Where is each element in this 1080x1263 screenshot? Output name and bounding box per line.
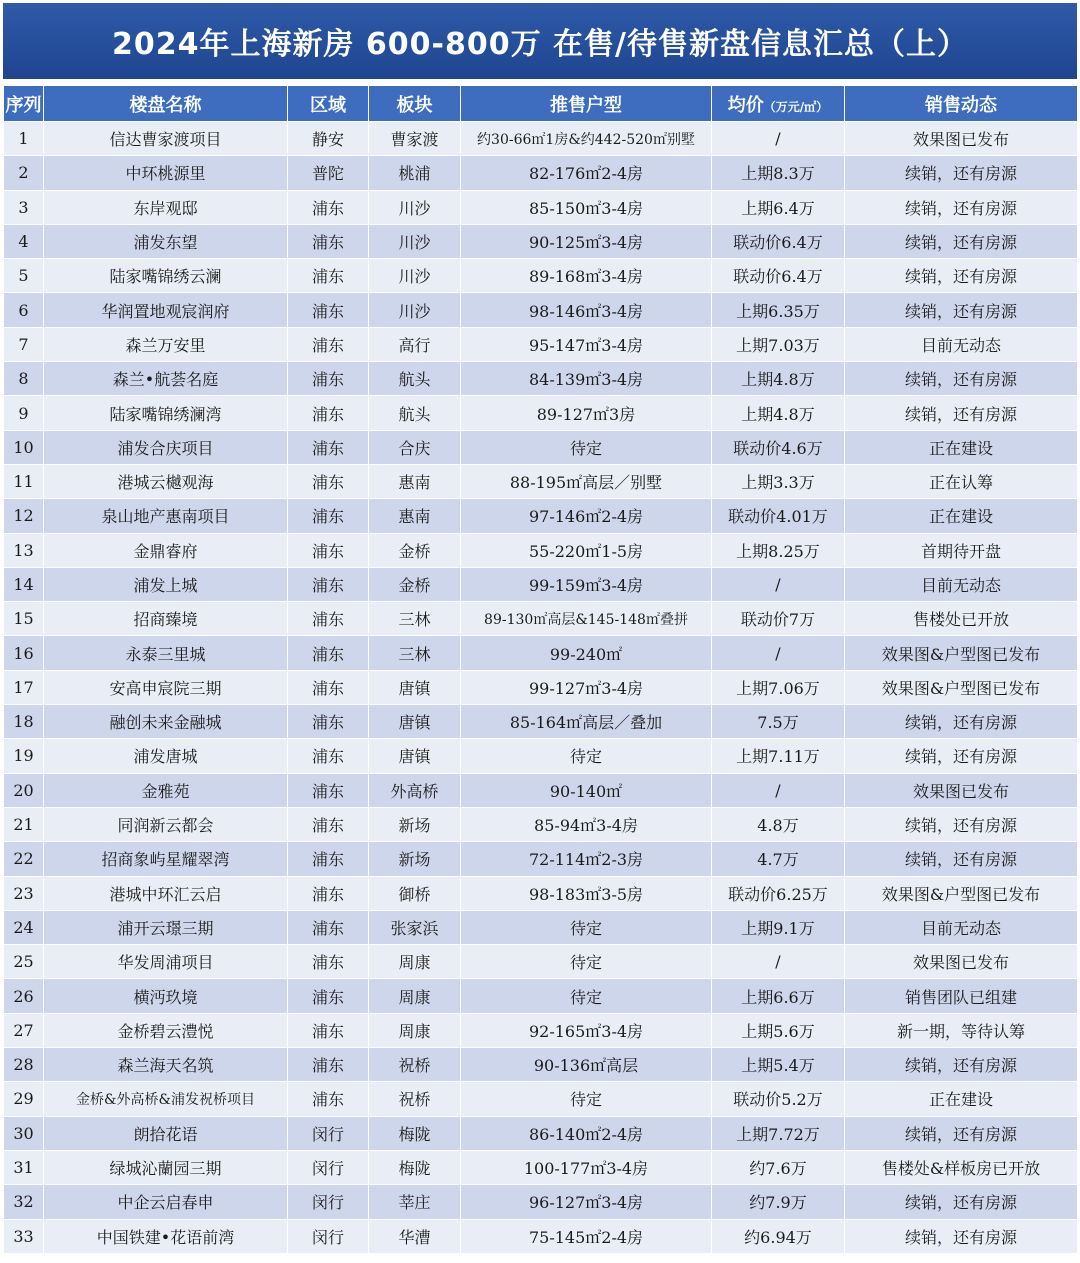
- cell-index: 17: [4, 670, 44, 704]
- cell-status: 续销，还有房源: [845, 156, 1078, 190]
- cell-unit-type: 89-130㎡高层&145-148㎡叠拼: [461, 602, 712, 636]
- cell-price: 约7.9万: [712, 1185, 845, 1219]
- cell-district: 浦东: [288, 1048, 369, 1082]
- table-row: [4, 190, 1078, 224]
- table-body: [4, 122, 1078, 1254]
- cell-status: 续销，还有房源: [845, 259, 1078, 293]
- cell-price: 上期5.4万: [712, 1048, 845, 1082]
- cell-block: 祝桥: [369, 1082, 461, 1116]
- cell-index: 14: [4, 567, 44, 601]
- cell-block: 新场: [369, 842, 461, 876]
- cell-unit-type: 89-168㎡3-4房: [461, 259, 712, 293]
- cell-index: 8: [4, 362, 44, 396]
- cell-unit-type: 92-165㎡3-4房: [461, 1013, 712, 1047]
- cell-price: 上期7.06万: [712, 670, 845, 704]
- header-price-label: 均价: [727, 94, 764, 116]
- cell-index: 20: [4, 773, 44, 807]
- cell-block: 周康: [369, 979, 461, 1013]
- table-row: [4, 224, 1078, 258]
- table-row: [4, 1219, 1078, 1253]
- cell-name: 浦发东望: [44, 224, 288, 258]
- cell-block: 御桥: [369, 876, 461, 910]
- header-index: 序列: [4, 86, 44, 122]
- cell-district: 浦东: [288, 910, 369, 944]
- cell-name: 泉山地产惠南项目: [44, 499, 288, 533]
- cell-unit-type: 待定: [461, 739, 712, 773]
- cell-block: 梅陇: [369, 1116, 461, 1150]
- cell-price: 联动价6.25万: [712, 876, 845, 910]
- cell-unit-type: 75-145㎡2-4房: [461, 1219, 712, 1253]
- table-row: [4, 979, 1078, 1013]
- cell-index: 27: [4, 1013, 44, 1047]
- cell-price: 上期8.3万: [712, 156, 845, 190]
- cell-name: 信达曹家渡项目: [44, 122, 288, 156]
- table-row: [4, 842, 1078, 876]
- cell-block: 曹家渡: [369, 122, 461, 156]
- cell-unit-type: 96-127㎡3-4房: [461, 1185, 712, 1219]
- cell-unit-type: 待定: [461, 1082, 712, 1116]
- cell-index: 24: [4, 910, 44, 944]
- cell-status: 效果图已发布: [845, 773, 1078, 807]
- cell-district: 浦东: [288, 1013, 369, 1047]
- cell-price: 上期6.6万: [712, 979, 845, 1013]
- cell-status: 目前无动态: [845, 327, 1078, 361]
- table-row: [4, 464, 1078, 498]
- cell-index: 15: [4, 602, 44, 636]
- cell-index: 11: [4, 464, 44, 498]
- cell-unit-type: 99-159㎡3-4房: [461, 567, 712, 601]
- cell-index: 23: [4, 876, 44, 910]
- cell-price: 联动价5.2万: [712, 1082, 845, 1116]
- table-row: [4, 327, 1078, 361]
- cell-name: 朗拾花语: [44, 1116, 288, 1150]
- table-row: [4, 362, 1078, 396]
- cell-status: 续销，还有房源: [845, 1219, 1078, 1253]
- cell-status: 续销，还有房源: [845, 396, 1078, 430]
- cell-block: 新场: [369, 807, 461, 841]
- cell-name: 金鼎睿府: [44, 533, 288, 567]
- header-unit-type: 推售户型: [461, 86, 712, 122]
- cell-name: 森兰海天名筑: [44, 1048, 288, 1082]
- listing-table: [3, 85, 1078, 1254]
- cell-district: 浦东: [288, 876, 369, 910]
- cell-name: 融创未来金融城: [44, 705, 288, 739]
- cell-unit-type: 86-140㎡2-4房: [461, 1116, 712, 1150]
- cell-index: 9: [4, 396, 44, 430]
- cell-price: 联动价4.6万: [712, 430, 845, 464]
- cell-index: 12: [4, 499, 44, 533]
- cell-index: 16: [4, 636, 44, 670]
- cell-status: 效果图&户型图已发布: [845, 670, 1078, 704]
- cell-price: 上期6.35万: [712, 293, 845, 327]
- cell-price: 上期3.3万: [712, 464, 845, 498]
- cell-price: 上期7.11万: [712, 739, 845, 773]
- cell-block: 川沙: [369, 293, 461, 327]
- cell-district: 浦东: [288, 705, 369, 739]
- cell-name: 安高申宸院三期: [44, 670, 288, 704]
- cell-status: 效果图&户型图已发布: [845, 636, 1078, 670]
- cell-status: 正在建设: [845, 430, 1078, 464]
- cell-unit-type: 95-147㎡3-4房: [461, 327, 712, 361]
- table-row: [4, 1082, 1078, 1116]
- cell-district: 浦东: [288, 327, 369, 361]
- cell-name: 浦发唐城: [44, 739, 288, 773]
- cell-index: 25: [4, 945, 44, 979]
- cell-block: 唐镇: [369, 705, 461, 739]
- cell-status: 正在认筹: [845, 464, 1078, 498]
- cell-block: 梅陇: [369, 1150, 461, 1184]
- cell-district: 浦东: [288, 293, 369, 327]
- cell-block: 周康: [369, 945, 461, 979]
- cell-name: 横沔玖境: [44, 979, 288, 1013]
- cell-district: 浦东: [288, 362, 369, 396]
- cell-district: 浦东: [288, 739, 369, 773]
- cell-name: 金桥碧云澧悦: [44, 1013, 288, 1047]
- cell-price: 上期7.72万: [712, 1116, 845, 1150]
- cell-block: 祝桥: [369, 1048, 461, 1082]
- cell-name: 浦发上城: [44, 567, 288, 601]
- cell-district: 浦东: [288, 807, 369, 841]
- cell-unit-type: 90-136㎡高层: [461, 1048, 712, 1082]
- cell-status: 续销，还有房源: [845, 1185, 1078, 1219]
- table-row: [4, 773, 1078, 807]
- cell-status: 续销，还有房源: [845, 807, 1078, 841]
- table-row: [4, 807, 1078, 841]
- cell-index: 29: [4, 1082, 44, 1116]
- cell-name: 浦发合庆项目: [44, 430, 288, 464]
- cell-unit-type: 待定: [461, 910, 712, 944]
- cell-status: 效果图已发布: [845, 945, 1078, 979]
- cell-name: 港城云樾观海: [44, 464, 288, 498]
- cell-block: 川沙: [369, 190, 461, 224]
- cell-index: 19: [4, 739, 44, 773]
- cell-district: 浦东: [288, 602, 369, 636]
- cell-name: 招商臻境: [44, 602, 288, 636]
- cell-name: 中国铁建•花语前湾: [44, 1219, 288, 1253]
- cell-district: 浦东: [288, 396, 369, 430]
- cell-unit-type: 约30-66㎡1房&约442-520㎡别墅: [461, 122, 712, 156]
- cell-status: 续销，还有房源: [845, 1116, 1078, 1150]
- cell-status: 续销，还有房源: [845, 1048, 1078, 1082]
- table-row: [4, 945, 1078, 979]
- table-row: [4, 876, 1078, 910]
- cell-unit-type: 待定: [461, 945, 712, 979]
- cell-price: /: [712, 773, 845, 807]
- cell-block: 桃浦: [369, 156, 461, 190]
- cell-index: 22: [4, 842, 44, 876]
- table-row: [4, 259, 1078, 293]
- table-row: [4, 533, 1078, 567]
- cell-index: 32: [4, 1185, 44, 1219]
- cell-unit-type: 98-146㎡3-4房: [461, 293, 712, 327]
- cell-index: 7: [4, 327, 44, 361]
- cell-price: /: [712, 945, 845, 979]
- cell-index: 31: [4, 1150, 44, 1184]
- cell-block: 唐镇: [369, 739, 461, 773]
- cell-price: /: [712, 122, 845, 156]
- cell-name: 招商象屿星耀翠湾: [44, 842, 288, 876]
- cell-price: 4.7万: [712, 842, 845, 876]
- cell-unit-type: 90-125㎡3-4房: [461, 224, 712, 258]
- cell-price: /: [712, 567, 845, 601]
- cell-price: 联动价4.01万: [712, 499, 845, 533]
- cell-district: 浦东: [288, 430, 369, 464]
- cell-status: 续销，还有房源: [845, 224, 1078, 258]
- page-title: 2024年上海新房 600-800万 在售/待售新盘信息汇总（上）: [3, 3, 1077, 79]
- cell-status: 正在建设: [845, 499, 1078, 533]
- cell-status: 目前无动态: [845, 567, 1078, 601]
- cell-block: 周康: [369, 1013, 461, 1047]
- cell-index: 3: [4, 190, 44, 224]
- header-price-unit: （万元/㎡）: [763, 99, 829, 114]
- cell-status: 新一期，等待认筹: [845, 1013, 1078, 1047]
- cell-block: 外高桥: [369, 773, 461, 807]
- cell-price: 联动价7万: [712, 602, 845, 636]
- cell-block: 华漕: [369, 1219, 461, 1253]
- cell-district: 浦东: [288, 224, 369, 258]
- cell-name: 金桥&外高桥&浦发祝桥项目: [44, 1082, 288, 1116]
- cell-unit-type: 85-150㎡3-4房: [461, 190, 712, 224]
- cell-unit-type: 72-114㎡2-3房: [461, 842, 712, 876]
- cell-block: 莘庄: [369, 1185, 461, 1219]
- cell-price: 上期9.1万: [712, 910, 845, 944]
- cell-status: 续销，还有房源: [845, 190, 1078, 224]
- cell-index: 10: [4, 430, 44, 464]
- table-row: [4, 293, 1078, 327]
- cell-unit-type: 待定: [461, 979, 712, 1013]
- cell-status: 续销，还有房源: [845, 739, 1078, 773]
- cell-status: 首期待开盘: [845, 533, 1078, 567]
- cell-status: 续销，还有房源: [845, 293, 1078, 327]
- cell-block: 三林: [369, 602, 461, 636]
- cell-district: 静安: [288, 122, 369, 156]
- cell-unit-type: 90-140㎡: [461, 773, 712, 807]
- cell-index: 26: [4, 979, 44, 1013]
- cell-index: 28: [4, 1048, 44, 1082]
- table-row: [4, 1185, 1078, 1219]
- cell-name: 绿城沁蘭园三期: [44, 1150, 288, 1184]
- cell-price: 约6.94万: [712, 1219, 845, 1253]
- cell-block: 三林: [369, 636, 461, 670]
- cell-price: 上期8.25万: [712, 533, 845, 567]
- cell-district: 浦东: [288, 464, 369, 498]
- table-row: [4, 739, 1078, 773]
- cell-name: 浦开云璟三期: [44, 910, 288, 944]
- cell-status: 售楼处已开放: [845, 602, 1078, 636]
- cell-index: 21: [4, 807, 44, 841]
- cell-index: 6: [4, 293, 44, 327]
- cell-price: 约7.6万: [712, 1150, 845, 1184]
- cell-name: 森兰万安里: [44, 327, 288, 361]
- cell-status: 效果图已发布: [845, 122, 1078, 156]
- table-row: [4, 1013, 1078, 1047]
- table-row: [4, 910, 1078, 944]
- cell-unit-type: 85-164㎡高层／叠加: [461, 705, 712, 739]
- cell-district: 浦东: [288, 636, 369, 670]
- cell-district: 闵行: [288, 1185, 369, 1219]
- cell-district: 闵行: [288, 1150, 369, 1184]
- cell-index: 2: [4, 156, 44, 190]
- cell-index: 13: [4, 533, 44, 567]
- cell-index: 30: [4, 1116, 44, 1150]
- cell-index: 18: [4, 705, 44, 739]
- cell-block: 惠南: [369, 499, 461, 533]
- cell-block: 张家浜: [369, 910, 461, 944]
- cell-block: 航头: [369, 362, 461, 396]
- cell-status: 销售团队已组建: [845, 979, 1078, 1013]
- table-row: [4, 1048, 1078, 1082]
- cell-district: 浦东: [288, 499, 369, 533]
- cell-unit-type: 99-240㎡: [461, 636, 712, 670]
- cell-name: 陆家嘴锦绣澜湾: [44, 396, 288, 430]
- table-header-row: [4, 86, 1078, 122]
- table-row: [4, 567, 1078, 601]
- header-price: [712, 86, 845, 122]
- cell-price: 7.5万: [712, 705, 845, 739]
- cell-status: 正在建设: [845, 1082, 1078, 1116]
- cell-status: 续销，还有房源: [845, 842, 1078, 876]
- cell-price: 联动价6.4万: [712, 259, 845, 293]
- cell-district: 浦东: [288, 1082, 369, 1116]
- cell-district: 浦东: [288, 773, 369, 807]
- cell-name: 华发周浦项目: [44, 945, 288, 979]
- cell-district: 浦东: [288, 979, 369, 1013]
- cell-price: 上期5.6万: [712, 1013, 845, 1047]
- cell-status: 效果图&户型图已发布: [845, 876, 1078, 910]
- table-row: [4, 1116, 1078, 1150]
- table-row: [4, 156, 1078, 190]
- cell-index: 5: [4, 259, 44, 293]
- cell-price: 上期7.03万: [712, 327, 845, 361]
- cell-price: 4.8万: [712, 807, 845, 841]
- cell-name: 永泰三里城: [44, 636, 288, 670]
- cell-district: 浦东: [288, 533, 369, 567]
- cell-block: 川沙: [369, 224, 461, 258]
- cell-district: 浦东: [288, 567, 369, 601]
- cell-status: 售楼处&样板房已开放: [845, 1150, 1078, 1184]
- cell-name: 中环桃源里: [44, 156, 288, 190]
- cell-name: 森兰•航荟名庭: [44, 362, 288, 396]
- table-row: [4, 430, 1078, 464]
- cell-price: 上期4.8万: [712, 396, 845, 430]
- cell-price: /: [712, 636, 845, 670]
- cell-name: 陆家嘴锦绣云澜: [44, 259, 288, 293]
- cell-name: 东岸观邸: [44, 190, 288, 224]
- cell-unit-type: 89-127㎡3房: [461, 396, 712, 430]
- header-district: 区域: [288, 86, 369, 122]
- cell-unit-type: 97-146㎡2-4房: [461, 499, 712, 533]
- table-row: [4, 122, 1078, 156]
- header-status: 销售动态: [845, 86, 1078, 122]
- cell-unit-type: 82-176㎡2-4房: [461, 156, 712, 190]
- cell-index: 1: [4, 122, 44, 156]
- cell-status: 续销，还有房源: [845, 705, 1078, 739]
- cell-district: 浦东: [288, 945, 369, 979]
- cell-unit-type: 85-94㎡3-4房: [461, 807, 712, 841]
- cell-name: 金雅苑: [44, 773, 288, 807]
- cell-status: 目前无动态: [845, 910, 1078, 944]
- cell-status: 续销，还有房源: [845, 362, 1078, 396]
- cell-unit-type: 待定: [461, 430, 712, 464]
- cell-index: 33: [4, 1219, 44, 1253]
- cell-index: 4: [4, 224, 44, 258]
- cell-price: 上期6.4万: [712, 190, 845, 224]
- cell-block: 唐镇: [369, 670, 461, 704]
- cell-unit-type: 99-127㎡3-4房: [461, 670, 712, 704]
- table-row: [4, 636, 1078, 670]
- cell-name: 中企云启春申: [44, 1185, 288, 1219]
- header-name: 楼盘名称: [44, 86, 288, 122]
- cell-unit-type: 100-177㎡3-4房: [461, 1150, 712, 1184]
- table-row: [4, 705, 1078, 739]
- cell-district: 浦东: [288, 842, 369, 876]
- table-row: [4, 1150, 1078, 1184]
- cell-unit-type: 55-220㎡1-5房: [461, 533, 712, 567]
- cell-district: 闵行: [288, 1219, 369, 1253]
- cell-block: 金桥: [369, 533, 461, 567]
- cell-district: 闵行: [288, 1116, 369, 1150]
- cell-block: 惠南: [369, 464, 461, 498]
- cell-district: 浦东: [288, 190, 369, 224]
- cell-name: 港城中环汇云启: [44, 876, 288, 910]
- cell-price: 上期4.8万: [712, 362, 845, 396]
- cell-block: 航头: [369, 396, 461, 430]
- cell-unit-type: 88-195㎡高层／别墅: [461, 464, 712, 498]
- cell-district: 浦东: [288, 670, 369, 704]
- header-block: 板块: [369, 86, 461, 122]
- cell-unit-type: 84-139㎡3-4房: [461, 362, 712, 396]
- cell-block: 合庆: [369, 430, 461, 464]
- cell-block: 高行: [369, 327, 461, 361]
- cell-district: 普陀: [288, 156, 369, 190]
- cell-name: 华润置地观宸润府: [44, 293, 288, 327]
- table-row: [4, 602, 1078, 636]
- cell-unit-type: 98-183㎡3-5房: [461, 876, 712, 910]
- cell-block: 川沙: [369, 259, 461, 293]
- cell-name: 同润新云都会: [44, 807, 288, 841]
- table-row: [4, 396, 1078, 430]
- cell-block: 金桥: [369, 567, 461, 601]
- cell-price: 联动价6.4万: [712, 224, 845, 258]
- cell-district: 浦东: [288, 259, 369, 293]
- table-row: [4, 670, 1078, 704]
- table-row: [4, 499, 1078, 533]
